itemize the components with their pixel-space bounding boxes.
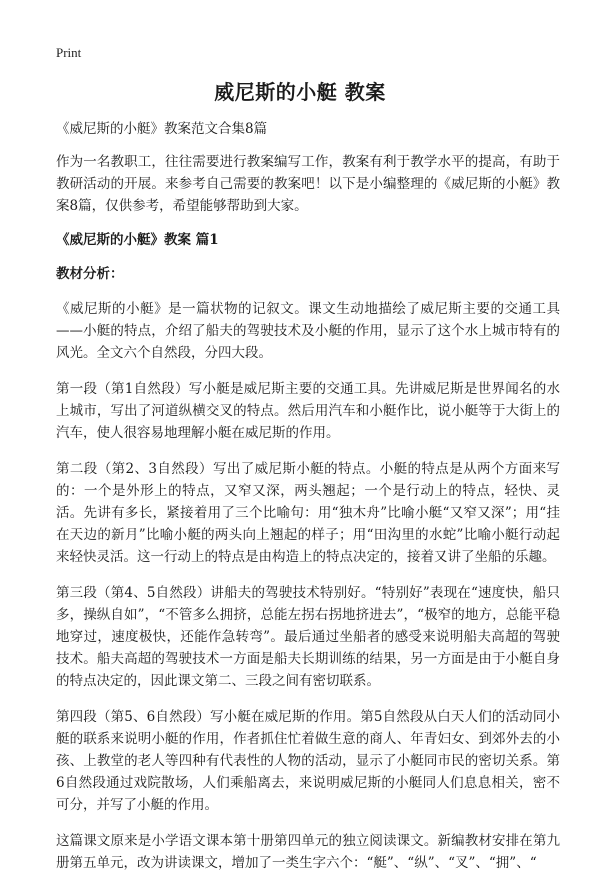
analysis-heading: 教材分析： (56, 266, 124, 282)
section-heading: 《威尼斯的小艇》教案 篇1 (56, 232, 219, 248)
intro-paragraph: 作为一名教职工，往往需要进行教案编写工作，教案有利于教学水平的提高，有助于教研活动的开展。来参考自己需要的教案吧！以下是小编整理的《威尼斯的小艇》教案8篇，仅供参考，希望能够帮助到大家。 (56, 154, 560, 214)
document-subtitle: 《威尼斯的小艇》教案范文合集8篇 (56, 121, 268, 137)
body-paragraph: 第四段（第5、6自然段）写小艇在威尼斯的作用。第5自然段从白天人们的活动同小艇的联系来说明小艇的作用，作者抓住忙着做生意的商人、年青妇女、到郊外去的小孩、上教堂的老人等四种有代表性的人物的活动，显示了小艇同市民的密切关系。第6自然段通过戏院散场，人们乘船离去，来说明威尼斯的小艇同人们息息相关，密不可分，并写了小艇的作用。 (56, 709, 560, 813)
document-body (56, 118, 560, 888)
body-paragraph: 《威尼斯的小艇》是一篇状物的记叙文。课文生动地描绘了威尼斯主要的交通工具——小艇的特点，介绍了船夫的驾驶技术及小艇的作用，显示了这个水上城市特有的风光。全文六个自然段，分四大段。 (56, 301, 560, 361)
page-title: 威尼斯的小艇 教案 (214, 80, 386, 104)
body-paragraph: 第二段（第2、3自然段）写出了威尼斯小艇的特点。小艇的特点是从两个方面来写的：一个是外形上的特点，又窄又深，两头翘起；一个是行动上的特点，轻快、灵活。先讲有多长，紧接着用了三个比喻句：用“独木舟”比喻小艇“又窄又深”；用“挂在天边的新月”比喻小艇的两头向上翘起的样子；用“田沟里的水蛇”比喻小艇行动起来轻快灵活。这一行动上的特点是由构造上的特点决定的，接着又讲了坐船的乐趣。 (56, 461, 560, 565)
print-link[interactable]: Print (56, 45, 82, 60)
body-paragraph: 这篇课文原来是小学语文课本第十册第四单元的独立阅读课文。新编教材安排在第九册第五单元，改为讲读课文，增加了一类生字六个：“艇”、“纵”、“叉”、“拥”、“ (56, 833, 560, 871)
body-paragraph: 第三段（第4、5自然段）讲船夫的驾驶技术特别好。“特别好”表现在“速度快，船只多，操纵自如”，“不管多么拥挤，总能左拐右拐地挤进去”，“极窄的地方，总能平稳地穿过，速度极快，还能作急转弯”。最后通过坐船者的感受来说明船夫高超的驾驶技术。船夫高超的驾驶技术一方面是船夫长期训练的结果，另一方面是由于小艇自身的特点决定的，因此课文第二、三段之间有密切联系。 (56, 585, 560, 689)
body-paragraph: 第一段（第1自然段）写小艇是威尼斯主要的交通工具。先讲威尼斯是世界闻名的水上城市，写出了河道纵横交叉的特点。然后用汽车和小艇作比，说小艇等于大街上的汽车，使人很容易地理解小艇在威尼斯的作用。 (56, 381, 560, 441)
